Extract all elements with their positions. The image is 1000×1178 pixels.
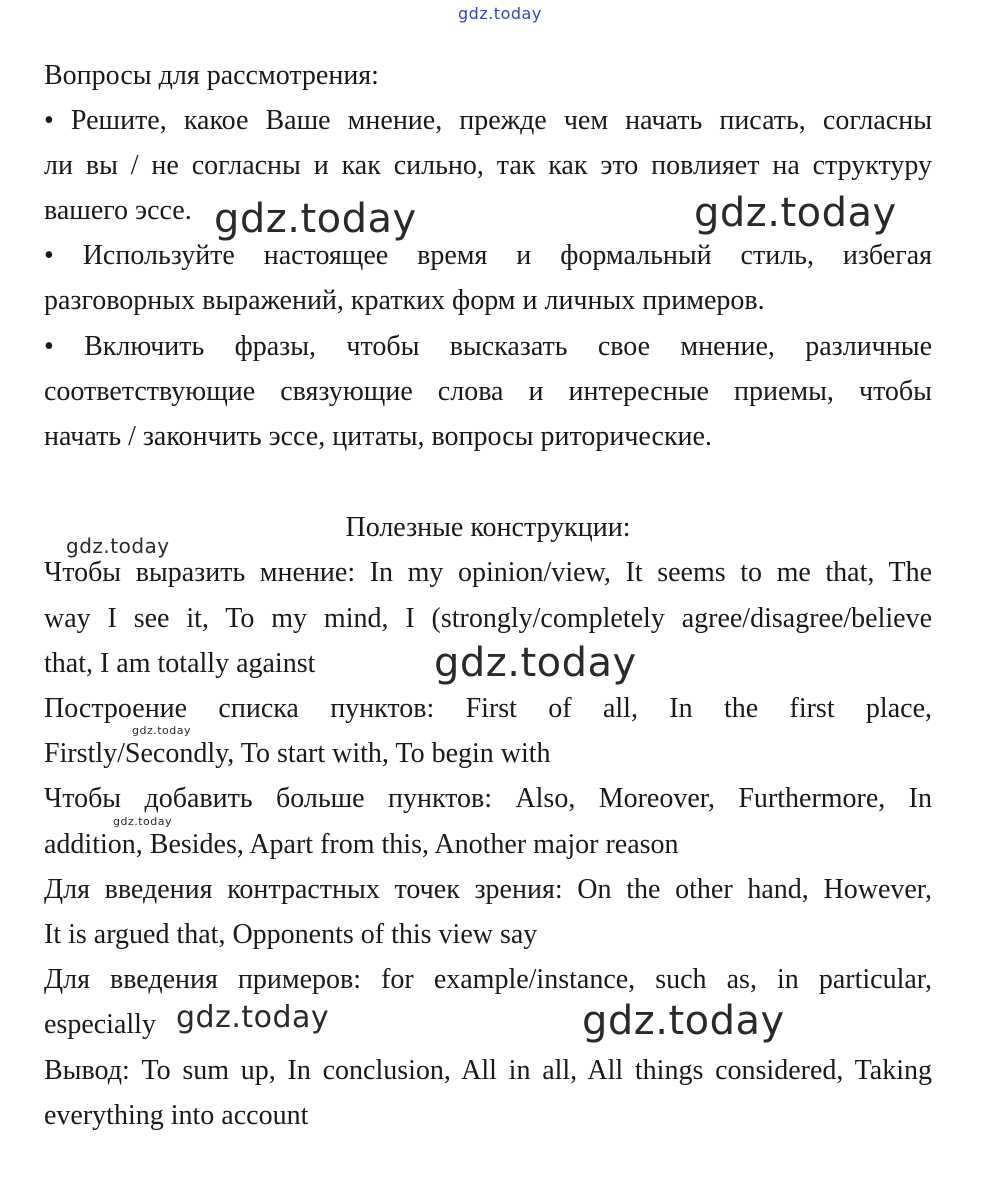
useful-line-12: Вывод: To sum up, In conclusion, All in all, All things considered, Taking (44, 1055, 932, 1086)
useful-line-11: especially (44, 1009, 156, 1040)
watermark-top: gdz.today (458, 4, 542, 23)
watermark-8: gdz.today (582, 998, 785, 1044)
watermark-5: gdz.today (132, 724, 192, 737)
considerations-line-2: ли вы / не согласны и как сильно, так как это повлияет на структуру (44, 150, 932, 181)
considerations-line-7: соответствующие связующие слова и интересные приемы, чтобы (44, 376, 932, 407)
useful-heading: Полезные конструкции: (345, 512, 631, 543)
useful-line-5: Firstly/Secondly, To start with, To begin with (44, 738, 551, 769)
watermark-1: gdz.today (214, 196, 417, 242)
useful-line-1: Чтобы выразить мнение: In my opinion/view, It seems to me that, The (44, 557, 932, 588)
watermark-7: gdz.today (176, 1000, 330, 1035)
useful-line-7: addition, Besides, Apart from this, Another major reason (44, 829, 679, 860)
considerations-line-5: разговорных выражений, кратких форм и личных примеров. (44, 285, 765, 316)
watermark-2: gdz.today (694, 190, 897, 236)
useful-line-4: Построение списка пунктов: First of all, In the first place, (44, 693, 932, 724)
useful-line-9: It is argued that, Opponents of this view say (44, 919, 538, 950)
considerations-line-6: • Включить фразы, чтобы высказать свое мнение, различные (44, 331, 932, 362)
considerations-line-4: • Используйте настоящее время и формальный стиль, избегая (44, 240, 932, 271)
useful-line-10: Для введения примеров: for example/instance, such as, in particular, (44, 964, 932, 995)
useful-line-3: that, I am totally against (44, 648, 316, 679)
useful-line-6: Чтобы добавить больше пунктов: Also, Moreover, Furthermore, In (44, 783, 932, 814)
useful-line-2: way I see it, To my mind, I (strongly/completely agree/disagree/believe (44, 603, 932, 634)
useful-line-8: Для введения контрастных точек зрения: On the other hand, However, (44, 874, 932, 905)
considerations-line-3: вашего эссе. (44, 195, 192, 226)
watermark-3: gdz.today (66, 534, 170, 558)
considerations-heading: Вопросы для рассмотрения: (44, 60, 379, 91)
useful-line-13: everything into account (44, 1100, 309, 1131)
considerations-line-8: начать / закончить эссе, цитаты, вопросы риторические. (44, 421, 712, 452)
considerations-line-1: • Решите, какое Ваше мнение, прежде чем начать писать, согласны (44, 105, 932, 136)
watermark-4: gdz.today (434, 640, 637, 686)
watermark-6: gdz.today (113, 815, 173, 828)
